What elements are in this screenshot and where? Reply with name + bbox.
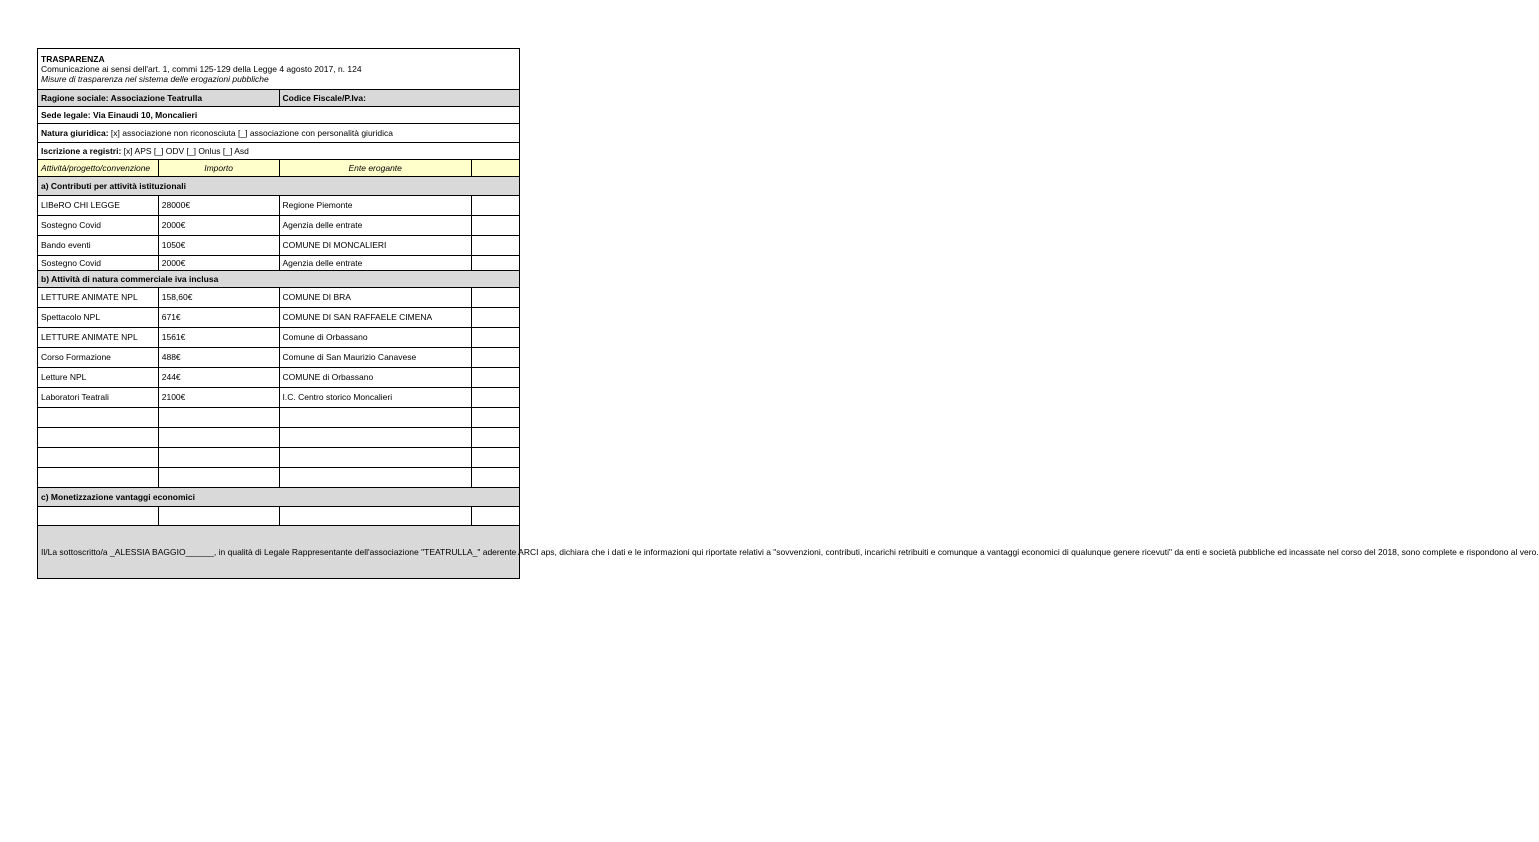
table-row bbox=[38, 288, 520, 308]
column-header-row bbox=[38, 160, 520, 177]
codice-fiscale: Codice Fiscale/P.Iva: bbox=[279, 90, 520, 107]
section-c-title: c) Monetizzazione vantaggi economici bbox=[38, 488, 520, 507]
entity-cell: Regione Piemonte bbox=[279, 196, 471, 216]
amount-cell: 1561€ bbox=[158, 328, 279, 348]
column-header-empty bbox=[471, 160, 519, 177]
section-b-title: b) Attività di natura commerciale iva inclusa bbox=[38, 271, 520, 288]
empty-cell bbox=[279, 507, 471, 526]
iscrizione-row bbox=[38, 143, 520, 160]
empty-cell bbox=[38, 507, 159, 526]
header-row bbox=[38, 49, 520, 90]
amount-cell: 2000€ bbox=[158, 216, 279, 236]
empty-row bbox=[38, 507, 520, 526]
empty-cell bbox=[158, 507, 279, 526]
activity-cell: Laboratori Teatrali bbox=[38, 388, 159, 408]
empty-cell bbox=[38, 428, 159, 448]
column-header-entity: Ente erogante bbox=[279, 160, 471, 177]
table-row bbox=[38, 328, 520, 348]
amount-cell: 488€ bbox=[158, 348, 279, 368]
empty-cell bbox=[471, 328, 519, 348]
amount-cell: 671€ bbox=[158, 308, 279, 328]
activity-cell: LETTURE ANIMATE NPL bbox=[38, 328, 159, 348]
empty-cell bbox=[279, 448, 471, 468]
entity-cell: Agenzia delle entrate bbox=[279, 256, 471, 271]
activity-cell: Bando eventi bbox=[38, 236, 159, 256]
table-row bbox=[38, 216, 520, 236]
entity-cell: COMUNE DI MONCALIERI bbox=[279, 236, 471, 256]
empty-cell bbox=[158, 448, 279, 468]
section-a-title: a) Contributi per attività istituzionali bbox=[38, 177, 520, 196]
amount-cell: 158,60€ bbox=[158, 288, 279, 308]
declaration-row bbox=[38, 526, 520, 579]
entity-cell: COMUNE DI SAN RAFFAELE CIMENA bbox=[279, 308, 471, 328]
natura-value: [x] associazione non riconosciuta [_] associazione con personalità giuridica bbox=[108, 127, 393, 138]
iscrizione-label: Iscrizione a registri: bbox=[41, 145, 122, 156]
empty-cell bbox=[279, 468, 471, 488]
table-row bbox=[38, 368, 520, 388]
table-row bbox=[38, 388, 520, 408]
empty-cell bbox=[158, 468, 279, 488]
sede-row bbox=[38, 107, 520, 124]
activity-cell: LIBeRO CHI LEGGE bbox=[38, 196, 159, 216]
activity-cell: Corso Formazione bbox=[38, 348, 159, 368]
activity-cell: Sostegno Covid bbox=[38, 216, 159, 236]
entity-cell: COMUNE di Orbassano bbox=[279, 368, 471, 388]
empty-cell bbox=[158, 408, 279, 428]
transparency-table bbox=[37, 48, 1539, 579]
natura-label: Natura giuridica: bbox=[41, 127, 109, 138]
amount-cell: 28000€ bbox=[158, 196, 279, 216]
table-row bbox=[38, 196, 520, 216]
amount-cell: 2000€ bbox=[158, 256, 279, 271]
empty-cell bbox=[471, 428, 519, 448]
column-header-amount: Importo bbox=[158, 160, 279, 177]
empty-cell bbox=[158, 428, 279, 448]
table-row bbox=[38, 256, 520, 271]
activity-cell: Sostegno Covid bbox=[38, 256, 159, 271]
empty-cell bbox=[471, 256, 519, 271]
activity-cell: Letture NPL bbox=[38, 368, 159, 388]
header-cell bbox=[38, 49, 520, 90]
table-row bbox=[38, 308, 520, 328]
empty-cell bbox=[38, 408, 159, 428]
table-row bbox=[38, 348, 520, 368]
document-title: TRASPARENZA bbox=[41, 53, 105, 64]
empty-cell bbox=[471, 388, 519, 408]
activity-cell: LETTURE ANIMATE NPL bbox=[38, 288, 159, 308]
empty-cell bbox=[38, 448, 159, 468]
section-c-header bbox=[38, 488, 520, 507]
empty-cell bbox=[38, 468, 159, 488]
amount-cell: 1050€ bbox=[158, 236, 279, 256]
subtitle: Misure di trasparenza nel sistema delle erogazioni pubbliche bbox=[41, 74, 269, 85]
iscrizione-value: [x] APS [_] ODV [_] Onlus [_] Asd bbox=[121, 145, 249, 156]
empty-cell bbox=[471, 507, 519, 526]
sede-legale: Sede legale: Via Einaudi 10, Moncalieri bbox=[38, 107, 520, 124]
empty-cell bbox=[471, 196, 519, 216]
entity-cell: Agenzia delle entrate bbox=[279, 216, 471, 236]
amount-cell: 2100€ bbox=[158, 388, 279, 408]
empty-cell bbox=[279, 408, 471, 428]
empty-cell bbox=[471, 288, 519, 308]
empty-cell bbox=[279, 428, 471, 448]
entity-cell: I.C. Centro storico Moncalieri bbox=[279, 388, 471, 408]
empty-row bbox=[38, 468, 520, 488]
empty-cell bbox=[471, 408, 519, 428]
ragione-sociale: Ragione sociale: Associazione Teatrulla bbox=[38, 90, 280, 107]
empty-row bbox=[38, 448, 520, 468]
column-header-activity: Attività/progetto/convenzione bbox=[38, 160, 159, 177]
section-a-header bbox=[38, 177, 520, 196]
amount-cell: 244€ bbox=[158, 368, 279, 388]
table-row bbox=[38, 236, 520, 256]
ragione-row bbox=[38, 90, 520, 107]
empty-row bbox=[38, 428, 520, 448]
empty-cell bbox=[471, 368, 519, 388]
empty-cell bbox=[471, 448, 519, 468]
declaration-text: Il/La sottoscritto/a _ALESSIA BAGGIO______, in qualità di Legale Rappresentante dell'associazione "TEATRULLA_" aderente ARCI aps, dichiara che i dati e le informazioni qui riportate relativi a "sovvenzioni, contributi, incarichi retribuiti e comunque a vantaggi economici di qualunque genere ricevuti" da enti e società pubbliche ed incassate nel corso del 2018, sono complete e rispondono al vero. bbox=[38, 526, 520, 579]
empty-cell bbox=[471, 236, 519, 256]
iscrizione-registri bbox=[38, 143, 520, 160]
activity-cell: Spettacolo NPL bbox=[38, 308, 159, 328]
empty-cell bbox=[471, 468, 519, 488]
section-b-header bbox=[38, 271, 520, 288]
entity-cell: COMUNE DI BRA bbox=[279, 288, 471, 308]
natura-row bbox=[38, 124, 520, 143]
entity-cell: Comune di Orbassano bbox=[279, 328, 471, 348]
empty-row bbox=[38, 408, 520, 428]
law-reference: Comunicazione ai sensi dell'art. 1, commi 125-129 della Legge 4 agosto 2017, n. 124 bbox=[41, 63, 362, 74]
entity-cell: Comune di San Maurizio Canavese bbox=[279, 348, 471, 368]
natura-giuridica bbox=[38, 124, 520, 143]
empty-cell bbox=[471, 348, 519, 368]
empty-cell bbox=[471, 308, 519, 328]
empty-cell bbox=[471, 216, 519, 236]
